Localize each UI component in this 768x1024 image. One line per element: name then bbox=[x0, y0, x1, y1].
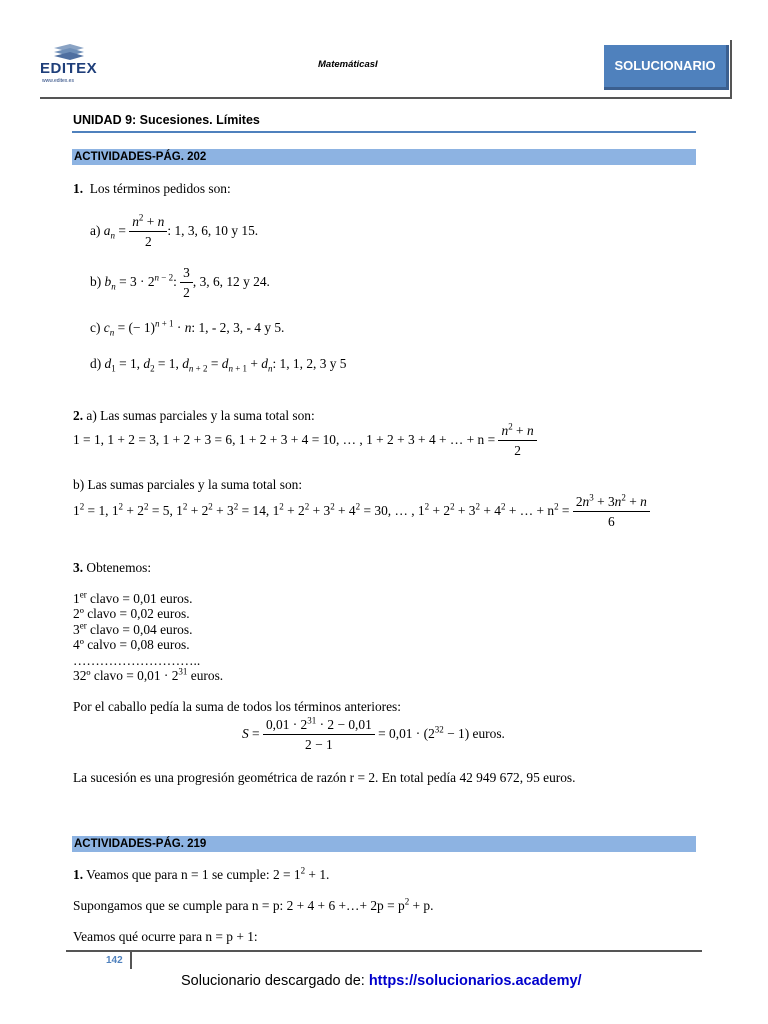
ex2-a-intro: 2. a) Las sumas parciales y la suma total son: bbox=[73, 408, 315, 423]
section-header-label: ACTIVIDADES-PÁG. 219 bbox=[74, 838, 207, 850]
page-number: 142 bbox=[106, 955, 123, 966]
ex1-item-d: d) $d_1 = 1$, $d_2 = 1$, $d_n$ $_{+ 2} = d_n$ $_{+ 1} + d_n$: 1, 1, 2, 3 y 5 bbox=[90, 356, 347, 374]
footer-rule bbox=[66, 950, 702, 952]
ex1-item-c: c) $c_n$ = (− 1)$^{n + 1}$ · n: 1, - 2, 3, - 4 y 5. bbox=[90, 318, 285, 338]
ex3-sum-fraction: $\frac{0,01 \cdot 2^{31} \cdot 2 - 0,01}{2 - 1}$ bbox=[263, 717, 375, 753]
ex3-number: 3. bbox=[73, 560, 84, 575]
ex3-dots: ……………………….. bbox=[73, 653, 201, 668]
ex3-clavo-1: 1er clavo = 0,01 euros. bbox=[73, 589, 193, 606]
ex3-intro: 3. Obtenemos: bbox=[73, 560, 152, 575]
footer-page-divider bbox=[130, 952, 132, 969]
editex-logo-url: www.editex.es bbox=[42, 78, 74, 84]
download-text: Solucionario descargado de: bbox=[181, 973, 369, 989]
editex-logo-text: EDITEX bbox=[40, 60, 98, 77]
ex2-a-fraction: $\frac{n^2 + n}{2}$ bbox=[498, 423, 536, 459]
ex1-item-b: b) $b_n = 3 \cdot 2^{n - 2}$: $\frac{3}{2}$ , 3, 6, 12 y 24. bbox=[90, 265, 270, 300]
ex1-a-fraction: $\frac{n^2 + n}{2}$ bbox=[129, 214, 167, 250]
download-link[interactable]: https://solucionarios.academy/ bbox=[368, 973, 582, 989]
ex3-clavo-3: 3er clavo = 0,04 euros. bbox=[73, 620, 193, 637]
ex3-caballo: Por el caballo pedía la suma de todos los términos anteriores: bbox=[73, 699, 401, 714]
p219-number: 1. bbox=[73, 867, 84, 882]
ex2-b-sums: $1^2 = 1$, $1^2 + 2^2 = 5$, $1^2 + 2^2 + 3^2 = 14$, $1^2 + 2^2 + 3^2 + 4^2 = 30$, … , $1^2 + 2^2 + 3^2 + 4^2$ + … + $n^2$ = $\frac{2n^3 + 3n^2 + n}{6}$ bbox=[73, 494, 650, 530]
ex2-a-sums: 1 = 1, 1 + 2 = 3, 1 + 2 + 3 = 6, 1 + 2 + 3 + 4 = 10, … , 1 + 2 + 3 + 4 + … + n = $\frac{n^2 + n}{2}$ bbox=[73, 423, 537, 459]
ex3-sum-formula: S = $\frac{0,01 \cdot 2^{31} \cdot 2 - 0,01}{2 - 1}$ = $0,01 \cdot (2^{32} - 1)$ euros. bbox=[242, 715, 505, 752]
ex3-clavo-4: 4º calvo = 0,08 euros. bbox=[73, 637, 190, 652]
p219-line-3: Veamos qué ocurre para n = p + 1: bbox=[73, 929, 258, 944]
header-bottom-rule bbox=[40, 97, 732, 99]
section-header-pag-202 bbox=[72, 149, 696, 165]
ex2-b-fraction: $\frac{2n^3 + 3n^2 + n}{6}$ bbox=[573, 494, 650, 530]
ex1-intro-text: Los términos pedidos son: bbox=[89, 181, 231, 196]
p219-line-1: 1. Veamos que para n = 1 se cumple: $2 = 1^2 + 1$. bbox=[73, 865, 330, 882]
ex1-b-fraction: $\frac{3}{2}$ bbox=[180, 265, 193, 301]
unit-title: UNIDAD 9: Sucesiones. Límites bbox=[73, 113, 260, 127]
download-note bbox=[181, 973, 582, 989]
ex1-intro bbox=[73, 181, 231, 197]
subject-title: MatemáticasI bbox=[318, 59, 378, 70]
ex1-number: 1. bbox=[73, 181, 84, 196]
ex3-clavo-2: 2º clavo = 0,02 euros. bbox=[73, 606, 190, 621]
ex1-item-a: a) $a_n$ = $\frac{n^2 + n}{2}$ : 1, 3, 6, 10 y 15. bbox=[90, 212, 259, 249]
ex2-number: 2. bbox=[73, 408, 84, 423]
section-header-label: ACTIVIDADES-PÁG. 202 bbox=[74, 151, 207, 163]
header-right-rule bbox=[730, 40, 732, 98]
ex2-b-intro: b) Las sumas parciales y la suma total son: bbox=[73, 477, 303, 492]
solucionario-badge-label: SOLUCIONARIO bbox=[614, 58, 716, 73]
ex3-conclusion: La sucesión es una progresión geométrica de razón r = 2. En total pedía 42 949 672, 95 euros. bbox=[73, 770, 576, 785]
editex-logo bbox=[40, 40, 98, 88]
section-header-pag-219 bbox=[72, 836, 696, 852]
ex3-clavo-32: 32º clavo = $0,01 \cdot 2^{31}$ euros. bbox=[73, 666, 224, 683]
p219-line-2: Supongamos que se cumple para n = p: 2 + 4 + 6 +…+ $2p = p^2 + p$. bbox=[73, 896, 434, 913]
solucionario-badge bbox=[604, 45, 729, 90]
unit-title-rule bbox=[72, 131, 696, 133]
